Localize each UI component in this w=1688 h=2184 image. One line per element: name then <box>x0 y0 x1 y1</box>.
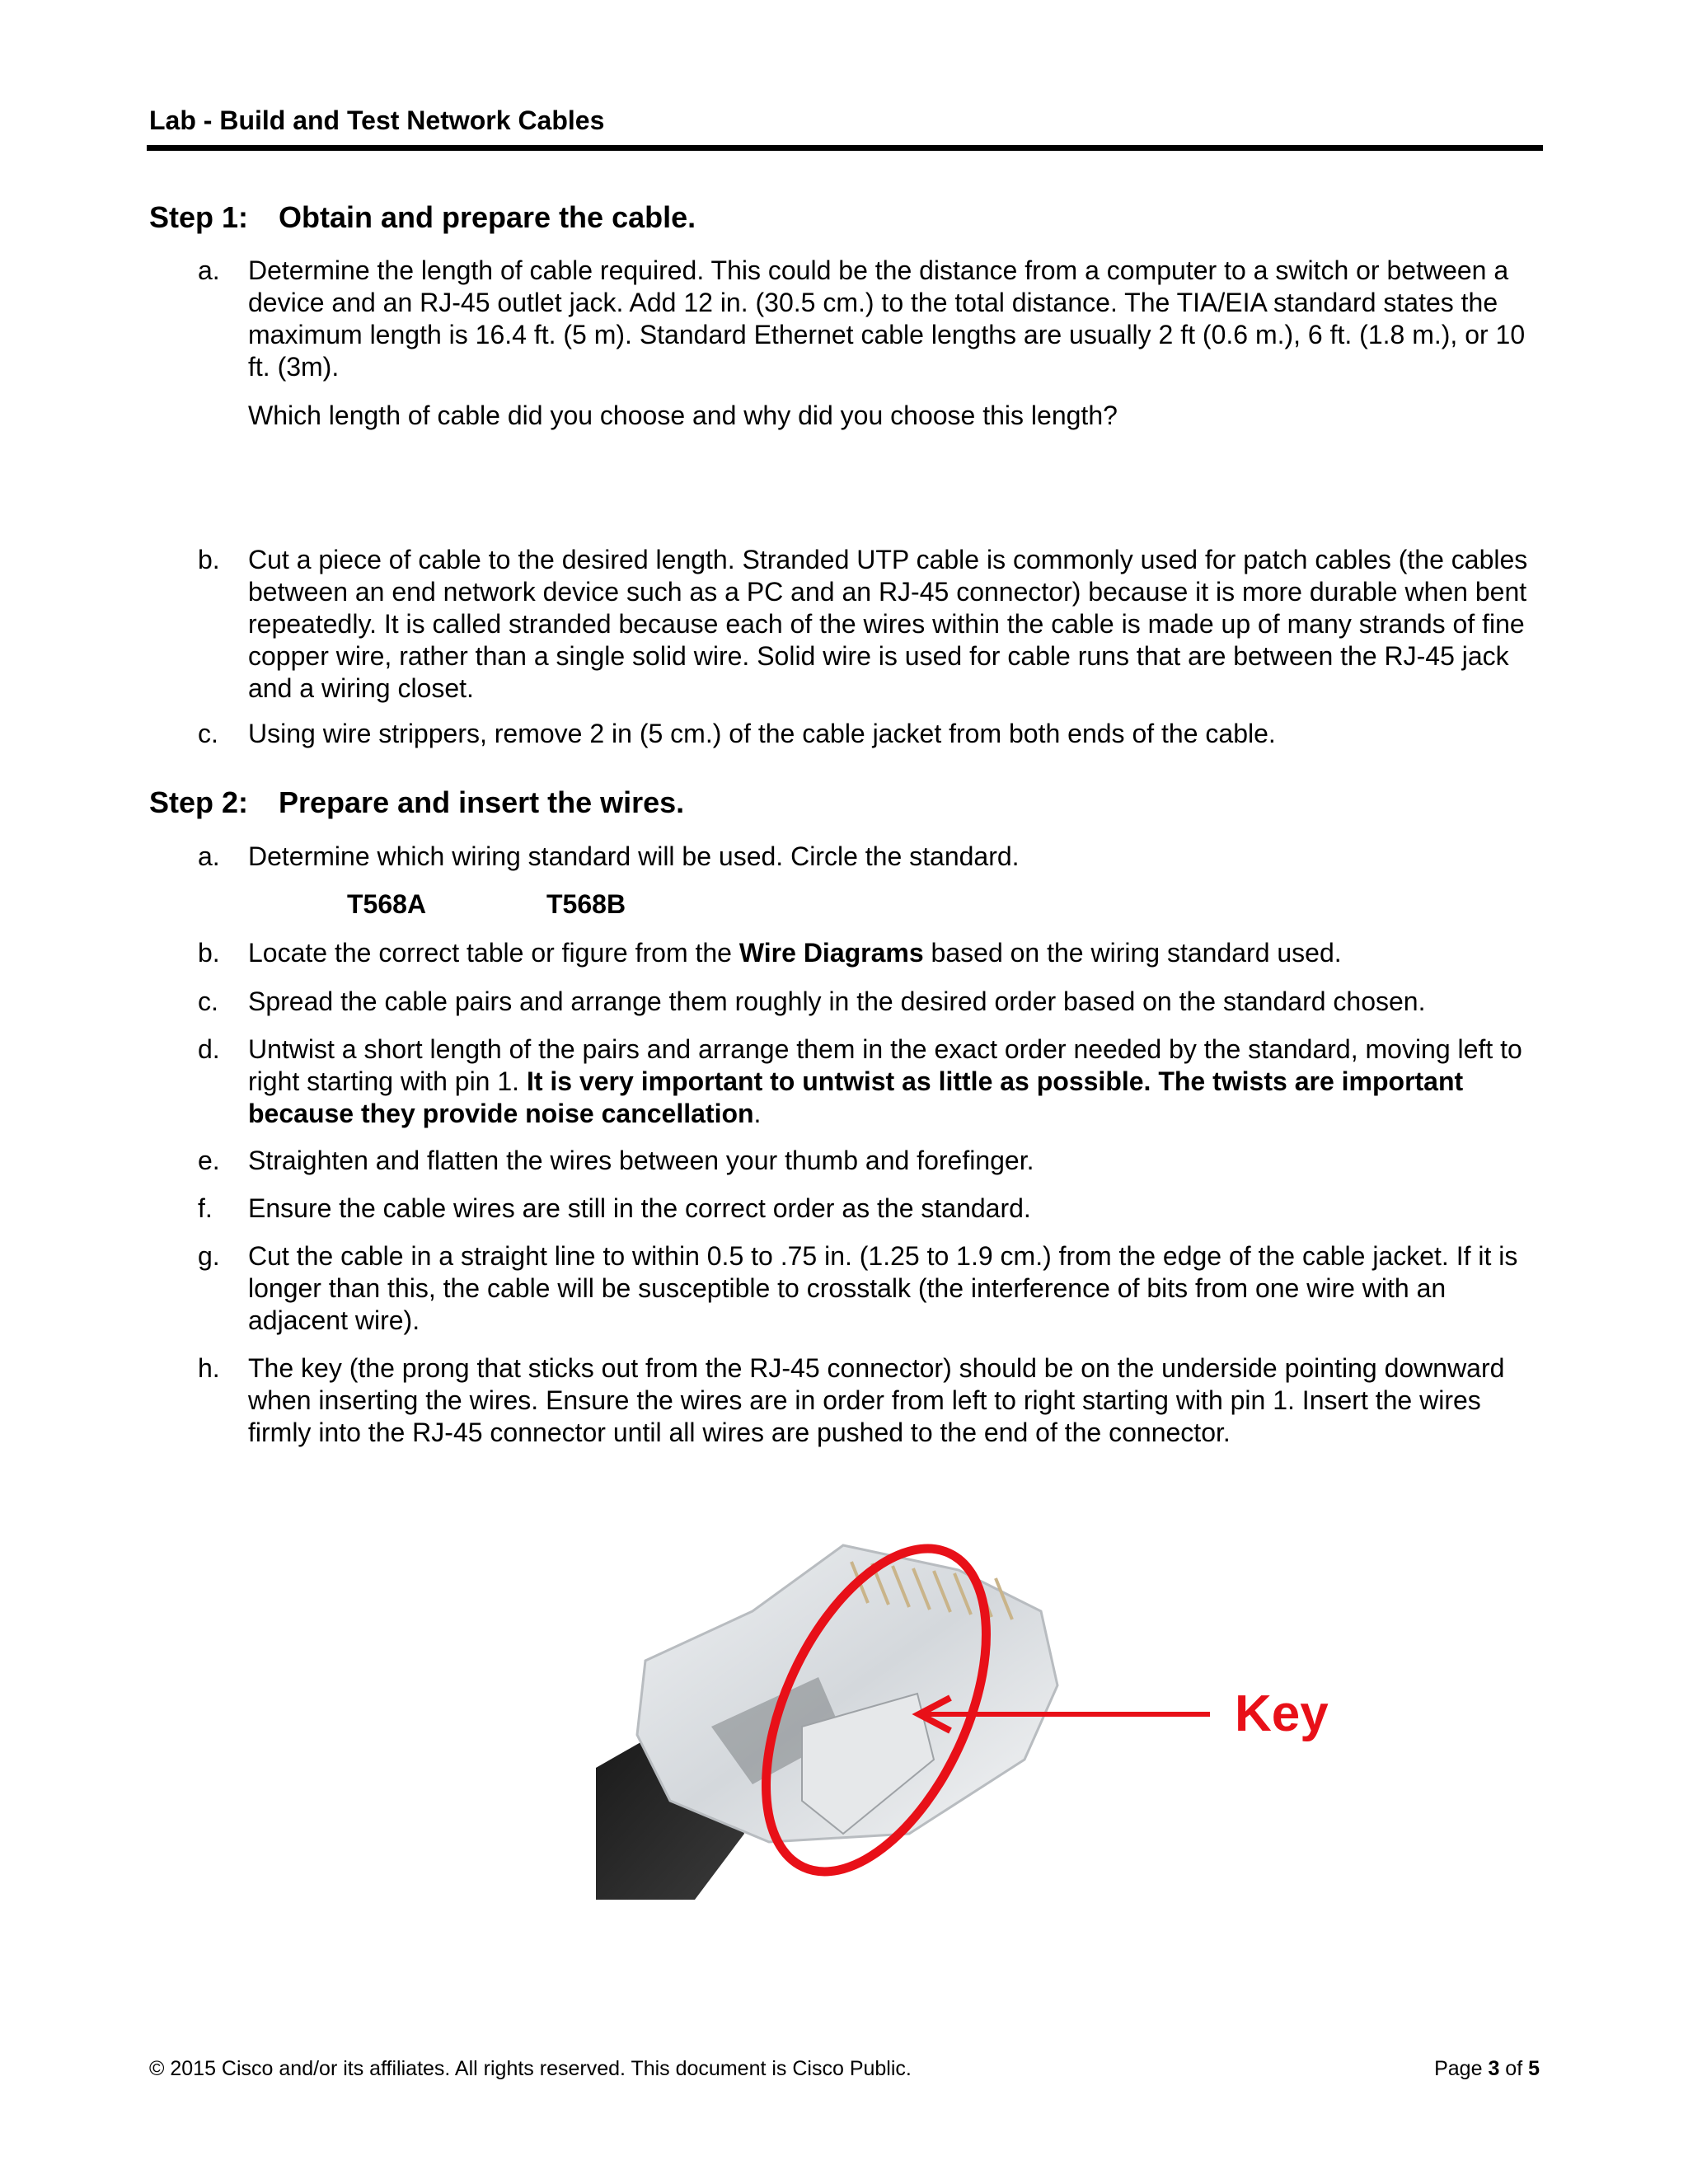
item-text-part: Untwist a short length of the pairs and arrange them in the exact order needed by the standard, moving left to right starting with pin 1. <box>248 1034 1522 1096</box>
item-text: Using wire strippers, remove 2 in (5 cm.) of the cable jacket from both ends of the cable. <box>248 719 1276 748</box>
item-text-emphasis: It is very important to untwist as little as possible. The twists are important because they provide noise cancellation <box>248 1066 1464 1128</box>
item-text: Determine which wiring standard will be used. Circle the standard. <box>248 841 1020 871</box>
item-text: The key (the prong that sticks out from the RJ-45 connector) should be on the underside pointing downward when inserting the wires. Ensure the wires are in order from left to right starting with pin 1. Insert the wires firmly into the RJ-45 connector until all wires are pushed to the end of the connector. <box>248 1353 1505 1447</box>
page-prefix: Page <box>1434 2057 1489 2080</box>
standard-t568b[interactable]: T568B <box>546 889 626 919</box>
header-divider <box>147 145 1543 151</box>
wire-diagrams-reference: Wire Diagrams <box>738 938 924 968</box>
footer-copyright: © 2015 Cisco and/or its affiliates. All rights reserved. This document is Cisco Public. <box>149 2057 912 2080</box>
step-1-number: Step 1: <box>149 200 249 234</box>
item-text-part: based on the wiring standard used. <box>923 938 1342 968</box>
page-current: 3 <box>1488 2057 1500 2080</box>
item-letter: e. <box>198 1146 220 1175</box>
standard-t568a[interactable]: T568A <box>347 889 427 919</box>
step-1-title: Obtain and prepare the cable. <box>279 200 696 234</box>
item-letter: b. <box>198 545 220 574</box>
item-text: Straighten and flatten the wires between your thumb and forefinger. <box>248 1146 1034 1175</box>
item-letter: c. <box>198 719 218 748</box>
item-text-part: . <box>753 1099 762 1128</box>
step-2-heading <box>149 785 684 820</box>
item-text: Cut the cable in a straight line to within 0.5 to .75 in. (1.25 to 1.9 cm.) from the edge of the cable jacket. If it is longer than this, the cable will be susceptible to crosstalk (the interference of bits from one wire with an adjacent wire). <box>248 1241 1518 1335</box>
item-text: Spread the cable pairs and arrange them roughly in the desired order based on the standard chosen. <box>248 987 1426 1016</box>
page-header-title: Lab - Build and Test Network Cables <box>149 105 605 135</box>
rj45-connector-image <box>596 1488 1090 1900</box>
page-mid: of <box>1499 2057 1529 2080</box>
step-2-number: Step 2: <box>149 785 249 819</box>
key-label: Key <box>1235 1685 1329 1742</box>
item-letter: d. <box>198 1034 220 1064</box>
item-text: Ensure the cable wires are still in the correct order as the standard. <box>248 1193 1031 1223</box>
step-2-title: Prepare and insert the wires. <box>279 785 685 819</box>
footer-page-number <box>1434 2057 1540 2081</box>
item-text <box>248 937 1550 969</box>
item-text: Cut a piece of cable to the desired length. Stranded UTP cable is commonly used for patch cables (the cables between an end network device such as a PC and an RJ-45 connector) because it is more durable when bent repeatedly. It is called stranded because each of the wires within the cable is made up of many strands of fine copper wire, rather than a single solid wire. Solid wire is used for cable runs that are between the RJ-45 jack and a wiring closet. <box>248 545 1528 703</box>
item-letter: a. <box>198 255 220 285</box>
item-letter: a. <box>198 841 220 871</box>
item-letter: f. <box>198 1193 213 1223</box>
item-letter: g. <box>198 1241 220 1271</box>
rj45-connector-illustration <box>596 1488 1090 1900</box>
step-1-question: Which length of cable did you choose and why did you choose this length? <box>248 401 1118 430</box>
page-total: 5 <box>1528 2057 1540 2080</box>
item-letter: b. <box>198 938 220 968</box>
item-letter: h. <box>198 1353 220 1383</box>
key-arrow-extension <box>926 1706 1222 1726</box>
item-text-part: Locate the correct table or figure from the <box>248 938 739 968</box>
item-text: Determine the length of cable required. This could be the distance from a computer to a switch or between a device and an RJ-45 outlet jack. Add 12 in. (30.5 cm.) to the total distance. The TIA/EIA standard states the maximum length is 16.4 ft. (5 m). Standard Ethernet cable lengths are usually 2 ft (0.6 m.), 6 ft. (1.8 m.), or 10 ft. (3m). <box>248 255 1526 382</box>
step-1-heading <box>149 200 696 235</box>
item-text <box>248 1033 1550 1130</box>
item-letter: c. <box>198 987 218 1016</box>
